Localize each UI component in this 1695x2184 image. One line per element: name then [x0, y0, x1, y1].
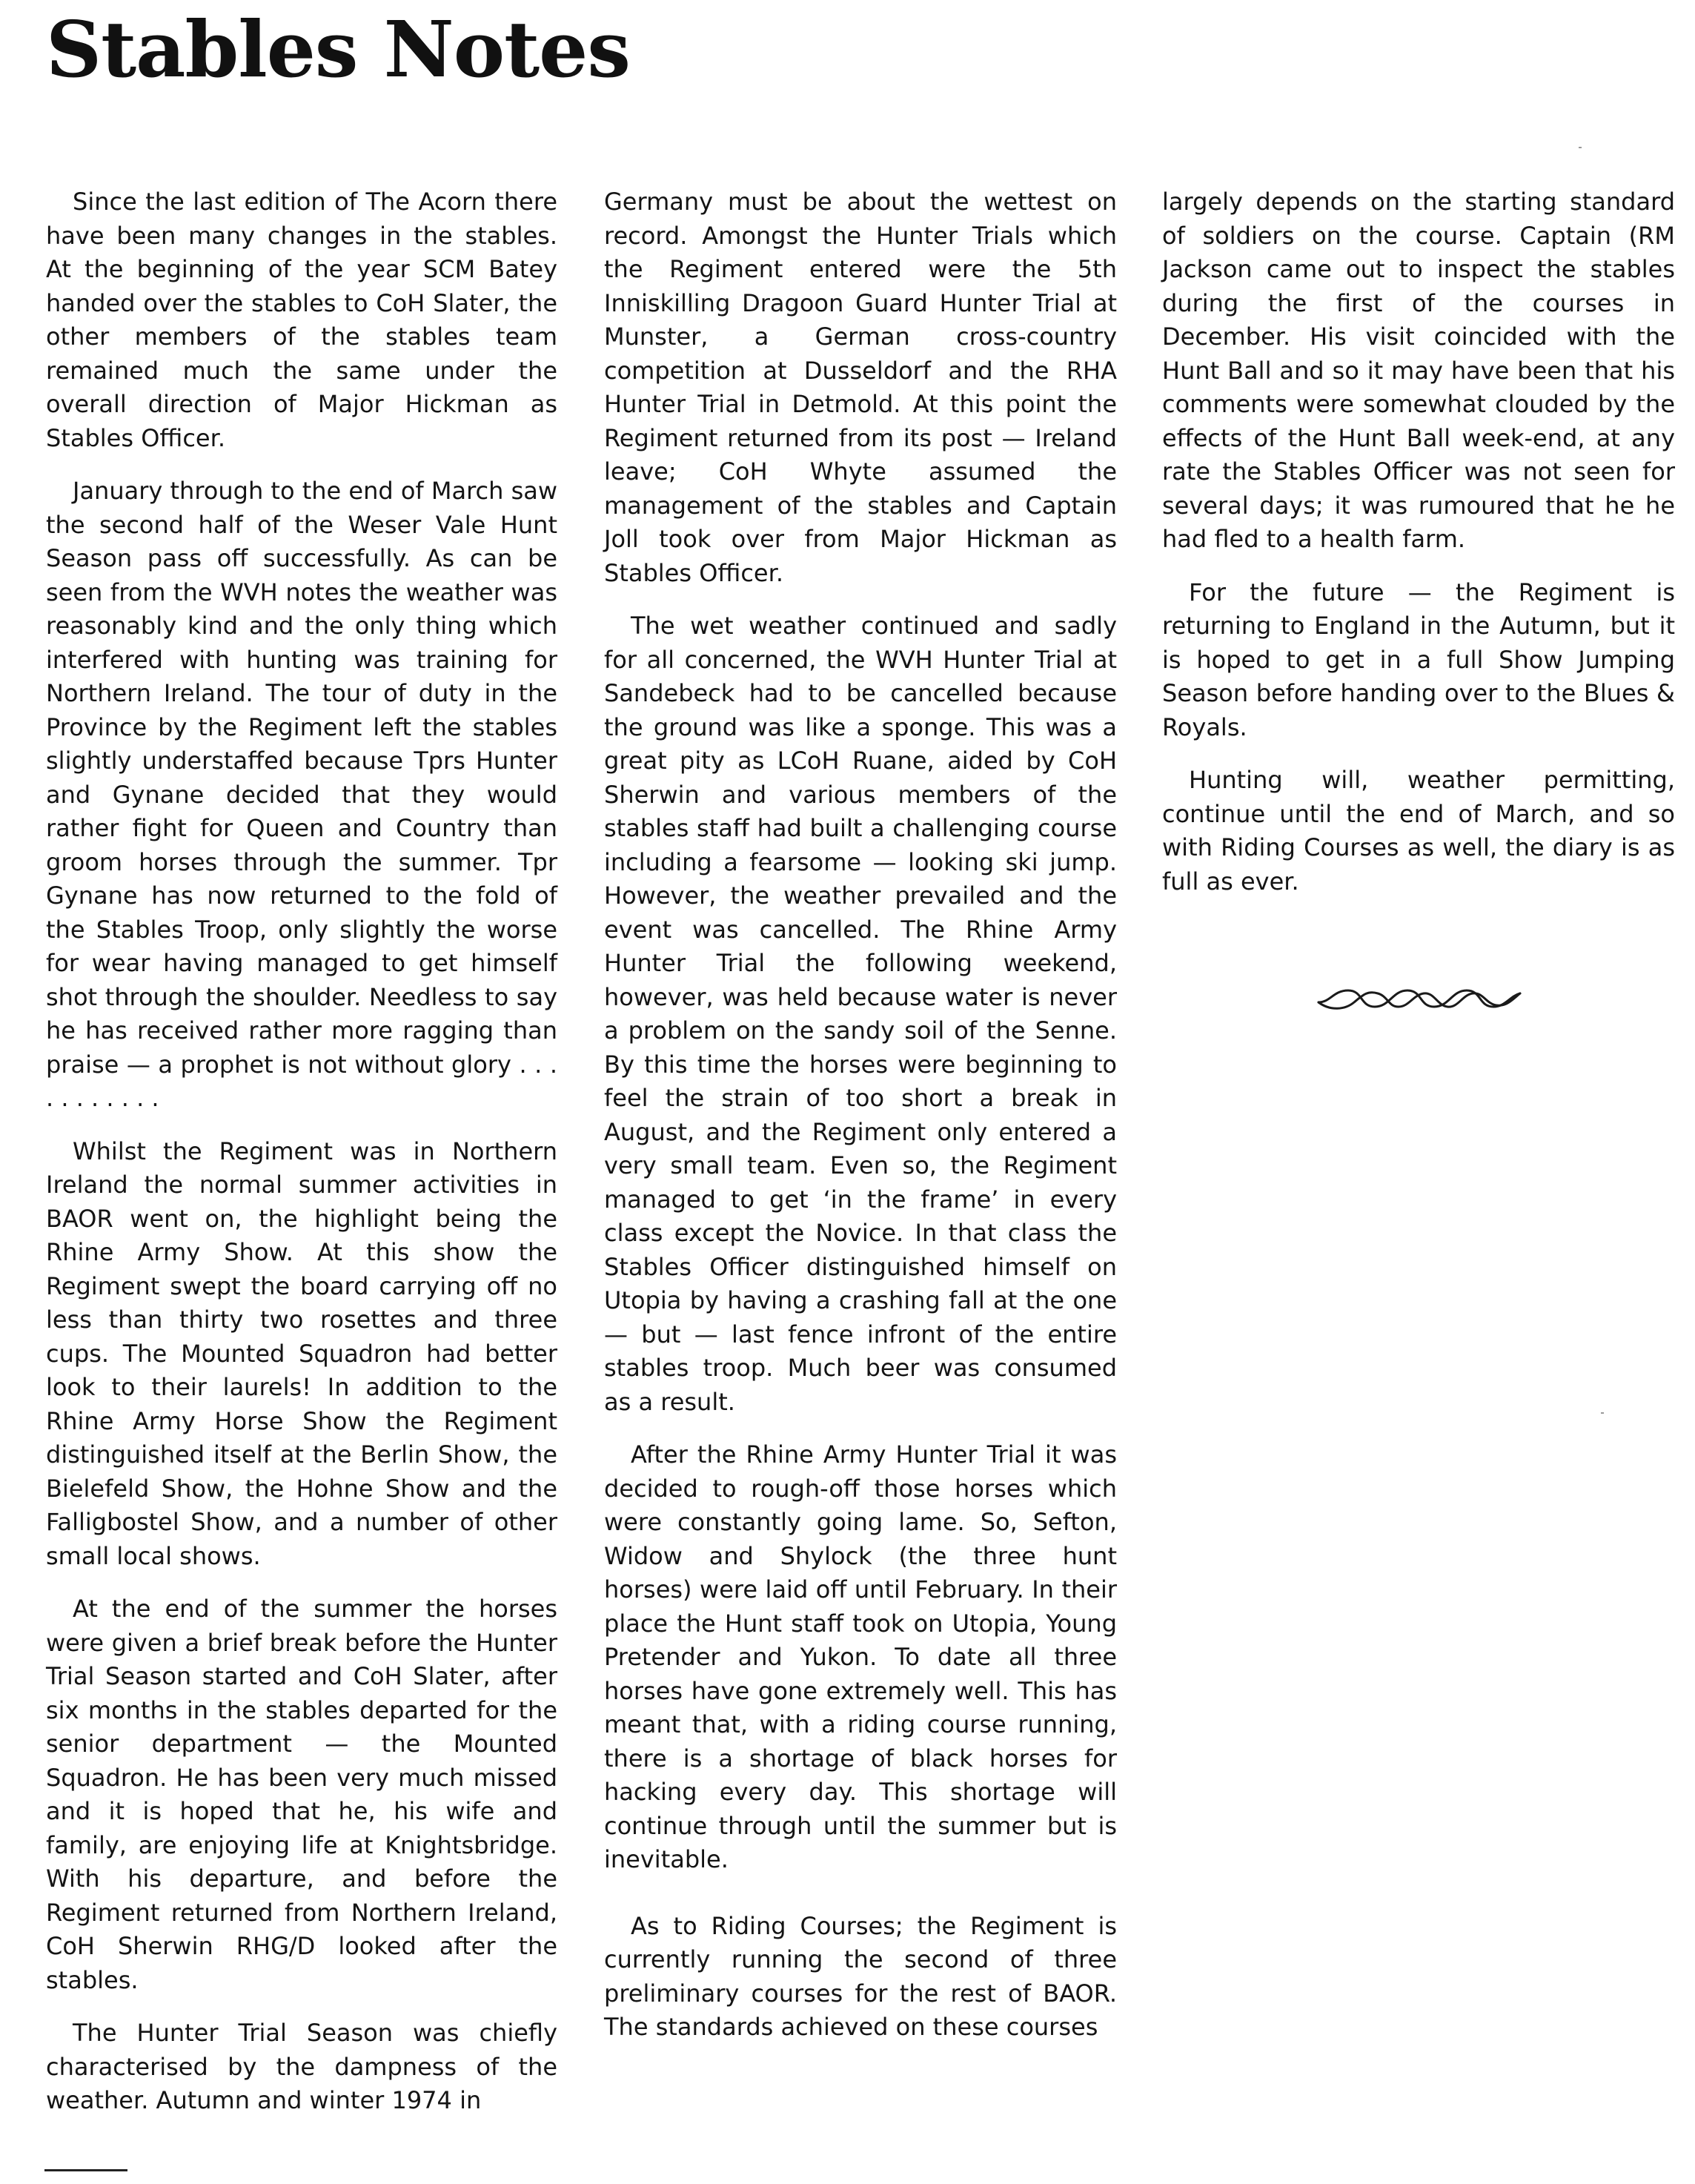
print-speck [1579, 147, 1582, 148]
column-left [46, 185, 557, 2137]
paragraph: The wet weather continued and sadly for all concerned, the WVH Hunter Trial at Sandebeck had to be cancelled because the ground was like a sponge. This was a great pity as LCoH Ruane, aided by CoH Sherwin and various members of the stables staff had built a challenging course including a fearsome — looking ski jump. However, the weather prevailed and the event was cancelled. The Rhine Army Hunter Trial the following weekend, however, was held because water is never a problem on the sandy soil of the Senne. By this time the horses were beginning to feel the strain of too short a break in August, and the Regiment only entered a very small team. Even so, the Regiment managed to get ‘in the frame’ in every class except the Novice. In that class the Stables Officer distinguished himself on Utopia by having a crashing fall at the one — but — last fence infront of the entire stables troop. Much beer was consumed as a result. [604, 612, 1117, 1416]
paragraph: At the end of the summer the horses were given a brief break before the Hunter Trial Season started and CoH Slater, after six months in the stables departed for the senior department — the Mounted Squadron. He has been very much missed and it is hoped that he, his wife and family, are enjoying life at Knightsbridge. With his departure, and before the Regiment returned from Northern Ireland, CoH Sherwin RHG/D looked after the stables. [46, 1595, 557, 1994]
scroll-ornament-icon [1316, 980, 1523, 1017]
paragraph: Since the last edition of The Acorn there have been many changes in the stables. At the beginning of the year SCM Batey handed over the stables to CoH Slater, the other members of the stables team remained much the same under the overall direction of Major Hickman as Stables Officer. [46, 188, 557, 452]
paragraph: As to Riding Courses; the Regiment is currently running the second of three preliminary courses for the rest of BAOR. The standards achieved on these courses [604, 1911, 1117, 2041]
paragraph: Hunting will, weather permitting, continue until the end of March, and so with Riding Courses as well, the diary is as full as ever. [1162, 766, 1675, 896]
paragraph: After the Rhine Army Hunter Trial it was decided to rough-off those horses which were constantly going lame. So, Sefton, Widow and Shylock (the three hunt horses) were laid off until February. In their place the Hunt staff took on Utopia, Young Pretender and Yukon. To date all three horses have gone extremely well. This has meant that, with a riding course running, there is a shortage of black horses for hacking every day. This shortage will continue through until the summer but is inevitable. [604, 1440, 1117, 1873]
column-right [1162, 185, 1675, 918]
paragraph-continued: largely depends on the starting standard of soldiers on the course. Captain (RM Jackson came out to inspect the stables during the first of the courses in December. His visit coincided with the Hunt Ball and so it may have been that his comments were somewhat clouded by the effects of the Hunt Ball week-end, at any rate the Stables Officer was not seen for several days; it was rumoured that he he had fled to a health farm. [1162, 188, 1675, 553]
print-speck [1601, 1412, 1604, 1414]
paragraph: The Hunter Trial Season was chiefly characterised by the dampness of the weather. Autumn and winter 1974 in [46, 2019, 557, 2114]
paragraph: Whilst the Regiment was in Northern Ireland the normal summer activities in BAOR went on, the highlight being the Rhine Army Show. At this show the Regiment swept the board carrying off no less than thirty two rosettes and three cups. The Mounted Squadron had better look to their laurels! In addition to the Rhine Army Horse Show the Regiment distinguished itself at the Berlin Show, the Bielefeld Show, the Hohne Show and the Falligbostel Show, and a number of other small local shows. [46, 1136, 557, 1570]
footer-rule [44, 2169, 127, 2171]
column-middle [604, 185, 1117, 2064]
paragraph: January through to the end of March saw the second half of the Weser Vale Hunt Season pass off successfully. As can be seen from the WVH notes the weather was reasonably kind and the only thing which interfered with hunting was training for Northern Ireland. The tour of duty in the Province by the Regiment left the stables slightly understaffed because Tprs Hunter and Gynane decided that they would rather fight for Queen and Country than groom horses through the summer. Tpr Gynane has now returned to the fold of the Stables Troop, only slightly the worse for wear having managed to get himself shot through the shoulder. Needless to say he has received rather more ragging than praise — a prophet is not without glory . . . . . . . . . . . [46, 477, 558, 1112]
paragraph: For the future — the Regiment is returning to England in the Autumn, but it is hoped to get in a full Show Jumping Season before handing over to the Blues & Royals. [1162, 578, 1675, 741]
page-title: Stables Notes [46, 4, 630, 95]
paragraph-continued: Germany must be about the wettest on record. Amongst the Hunter Trials which the Regiment entered were the 5th Inniskilling Dragoon Guard Hunter Trial at Munster, a German cross-country competition at Dusseldorf and the RHA Hunter Trial in Detmold. At this point the Regiment returned from its post — Ireland leave; CoH Whyte assumed the management of the stables and Captain Joll took over from Major Hickman as Stables Officer. [604, 188, 1117, 587]
